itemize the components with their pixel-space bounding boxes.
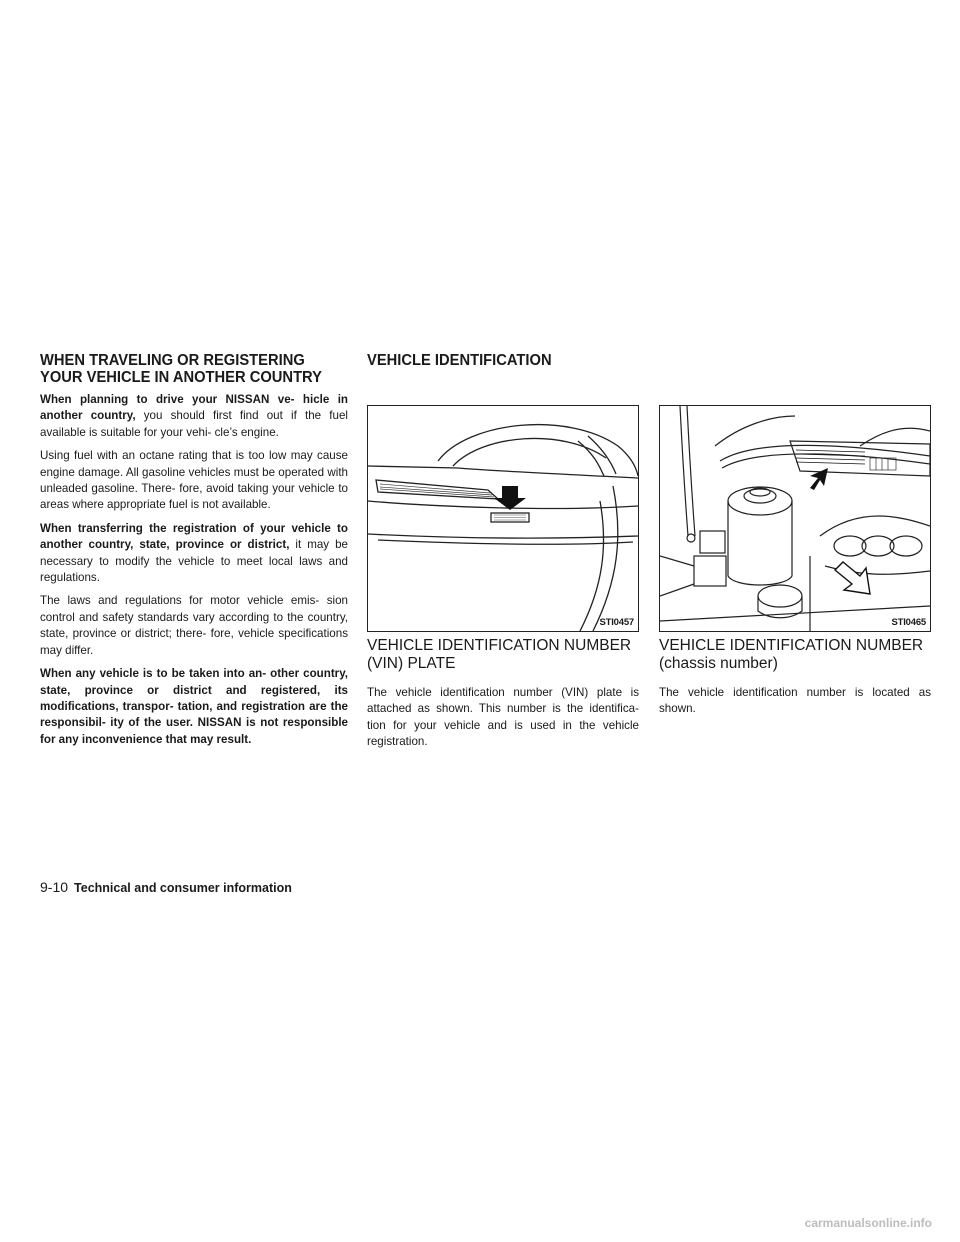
section-heading-vehicle-identification: VEHICLE IDENTIFICATION [367, 352, 552, 369]
middle-heading-block [367, 352, 667, 375]
paragraph-transfer [40, 521, 348, 587]
left-column [40, 352, 348, 755]
figure-chassis-number [659, 405, 931, 632]
paragraph-transfer-rest: it may be necessary to modify the vehicle to meet local laws and regulations. [40, 538, 348, 585]
page-footer [40, 879, 292, 895]
middle-column-text [367, 637, 639, 758]
figure-code-sti0465: STI0465 [891, 617, 926, 628]
watermark: carmanualsonline.info [804, 1216, 932, 1230]
vin-plate-illustration [368, 406, 638, 631]
paragraph-planning [40, 392, 348, 441]
right-column-text [659, 637, 931, 725]
paragraph-responsibility-bold: When any vehicle is to be taken into an- other country, state, province or district and registered, its modifications, transpor- tation, and registration are the responsibil- ity of the user. NISSAN is not responsible for any inconvenience that may result. [40, 667, 348, 746]
section-heading-traveling: WHEN TRAVELING OR REGISTERING YOUR VEHICLE IN ANOTHER COUNTRY [40, 352, 322, 386]
paragraph-octane: Using fuel with an octane rating that is too low may cause engine damage. All gasoline vehicles must be operated with unleaded gasoline. There- fore, avoid taking your vehicle to areas where appropriate fuel is not available. [40, 449, 348, 512]
paragraph-responsibility [40, 666, 348, 748]
paragraph-transfer-bold: When transferring the registration of your vehicle to another country, state, province or district, [40, 521, 348, 552]
paragraph-planning-bold: When planning to drive your NISSAN ve- hicle in another country, [40, 393, 348, 423]
paragraph-laws: The laws and regulations for motor vehicle emis- sion control and safety standards vary according to the country, state, province or district; there- fore, vehicle specifications may differ. [40, 594, 348, 657]
paragraph-vin-plate: The vehicle identification number (VIN) plate is attached as shown. This number is the identifica- tion for your vehicle and is used in the vehicle registration. [367, 686, 639, 749]
figure-vin-plate [367, 405, 639, 632]
page-number: 9-10 [40, 879, 69, 895]
subheading-vin-plate: VEHICLE IDENTIFICATION NUMBER (VIN) PLATE [367, 637, 632, 672]
figure-code-sti0457: STI0457 [599, 617, 634, 628]
engine-bay-illustration [660, 406, 930, 631]
paragraph-chassis-number: The vehicle identification number is located as shown. [659, 686, 931, 716]
subheading-chassis-number: VEHICLE IDENTIFICATION NUMBER (chassis number) [659, 637, 924, 672]
footer-section-title: Technical and consumer information [74, 881, 292, 895]
paragraph-planning-rest: you should first find out if the fuel available is suitable for your vehi- cle’s engine. [40, 409, 348, 439]
